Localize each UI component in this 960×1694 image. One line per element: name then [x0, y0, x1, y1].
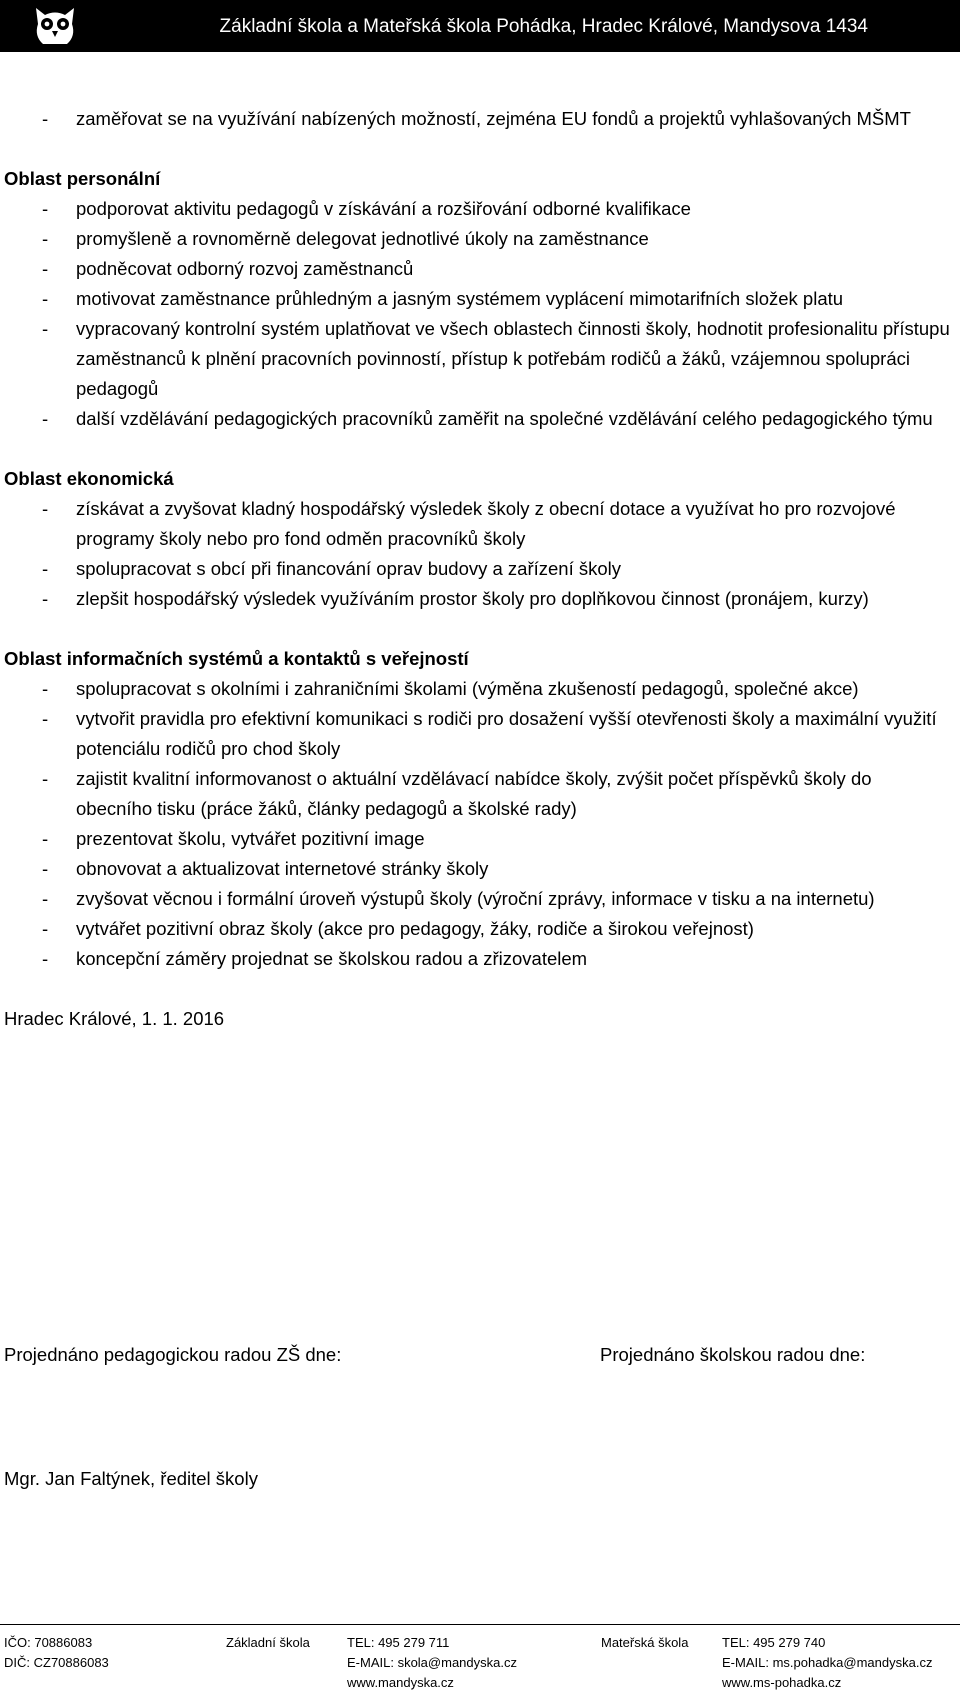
- signature: Mgr. Jan Faltýnek, ředitel školy: [4, 1468, 258, 1489]
- section-personal: [0, 164, 960, 434]
- ico: IČO: 70886083: [4, 1635, 93, 1650]
- zs-phone: TEL: 495 279 711: [347, 1635, 450, 1650]
- list-item: - získávat a zvyšovat kladný hospodářský výsledek školy z obecní dotace a využívat ho pro rozvojové programy školy nebo pro fond odměn pracovníků školy: [0, 494, 950, 554]
- document-body: [0, 104, 960, 1034]
- footer-ms-contacts: [722, 1633, 932, 1693]
- owl-logo-icon: [30, 4, 80, 48]
- list-item: - spolupracovat s obcí při financování oprav budovy a zařízení školy: [0, 554, 950, 584]
- footer-zs-contacts: [347, 1633, 517, 1693]
- page-footer: [0, 1633, 960, 1694]
- approvals-row: [0, 1344, 960, 1374]
- header-title: Základní škola a Mateřská škola Pohádka, Hradec Králové, Mandysova 1434: [219, 16, 868, 37]
- pedagogical-council-approval: Projednáno pedagogickou radou ZŠ dne:: [4, 1344, 342, 1365]
- list-item: - zlepšit hospodářský výsledek využíváním prostor školy pro doplňkovou činnost (pronájem, kurzy): [0, 584, 950, 614]
- dic: DIČ: CZ70886083: [4, 1655, 109, 1670]
- ms-phone: TEL: 495 279 740: [722, 1635, 826, 1650]
- list-item: - zvyšovat věcnou i formální úroveň výstupů školy (výroční zprávy, informace v tisku a na internetu): [0, 884, 950, 914]
- school-council-approval: Projednáno školskou radou dne:: [600, 1344, 866, 1365]
- list-item: - podporovat aktivitu pedagogů v získávání a rozšiřování odborné kvalifikace: [0, 194, 950, 224]
- footer-ms-label: Mateřská škola: [601, 1635, 689, 1650]
- section-title: Oblast informačních systémů a kontaktů s veřejností: [4, 648, 469, 669]
- footer-zs-label: Základní škola: [226, 1635, 310, 1650]
- list-item: - promyšleně a rovnoměrně delegovat jednotlivé úkoly na zaměstnance: [0, 224, 950, 254]
- list-item: - obnovovat a aktualizovat internetové stránky školy: [0, 854, 950, 884]
- page-header: [0, 0, 960, 52]
- list-item: - vytvořit pravidla pro efektivní komunikaci s rodiči pro dosažení vyšší otevřenosti školy a maximální využití potenciálu rodičů pro chod školy: [0, 704, 950, 764]
- list-item: - vypracovaný kontrolní systém uplatňovat ve všech oblastech činnosti školy, hodnotit profesionalitu přístupu zaměstnanců k plnění pracovních povinností, přístup k potřebám rodičů a žáků, vzájemnou spolupráci pedagogů: [0, 314, 950, 404]
- date-line: Hradec Králové, 1. 1. 2016: [4, 1008, 225, 1029]
- section-economic: [0, 464, 960, 614]
- list-item: - koncepční záměry projednat se školskou radou a zřizovatelem: [0, 944, 950, 974]
- intro-list: [0, 104, 960, 134]
- list-item: - vytvářet pozitivní obraz školy (akce pro pedagogy, žáky, rodiče a širokou veřejnost): [0, 914, 950, 944]
- list-item: - zajistit kvalitní informovanost o aktuální vzdělávací nabídce školy, zvýšit počet příspěvků školy do obecního tisku (práce žáků, články pedagogů a školské rady): [0, 764, 950, 824]
- ms-email: E-MAIL: ms.pohadka@mandyska.cz: [722, 1655, 933, 1670]
- footer-ids: [4, 1633, 109, 1673]
- section-information: [0, 644, 960, 974]
- list-item: - prezentovat školu, vytvářet pozitivní image: [0, 824, 950, 854]
- list-item: - motivovat zaměstnance průhledným a jasným systémem vyplácení mimotarifních složek platu: [0, 284, 950, 314]
- footer-divider: [0, 1624, 960, 1625]
- list-item: - podněcovat odborný rozvoj zaměstnanců: [0, 254, 950, 284]
- list-item: - zaměřovat se na využívání nabízených možností, zejména EU fondů a projektů vyhlašovaných MŠMT: [0, 104, 950, 134]
- list-item: - další vzdělávání pedagogických pracovníků zaměřit na společné vzdělávání celého pedagogického týmu: [0, 404, 950, 434]
- zs-web: www.mandyska.cz: [347, 1675, 454, 1690]
- zs-email: E-MAIL: skola@mandyska.cz: [347, 1655, 517, 1670]
- section-title: Oblast ekonomická: [4, 468, 174, 489]
- section-title: Oblast personální: [4, 168, 161, 189]
- list-item: - spolupracovat s okolními i zahraničními školami (výměna zkušeností pedagogů, společné akce): [0, 674, 950, 704]
- ms-web: www.ms-pohadka.cz: [722, 1675, 842, 1690]
